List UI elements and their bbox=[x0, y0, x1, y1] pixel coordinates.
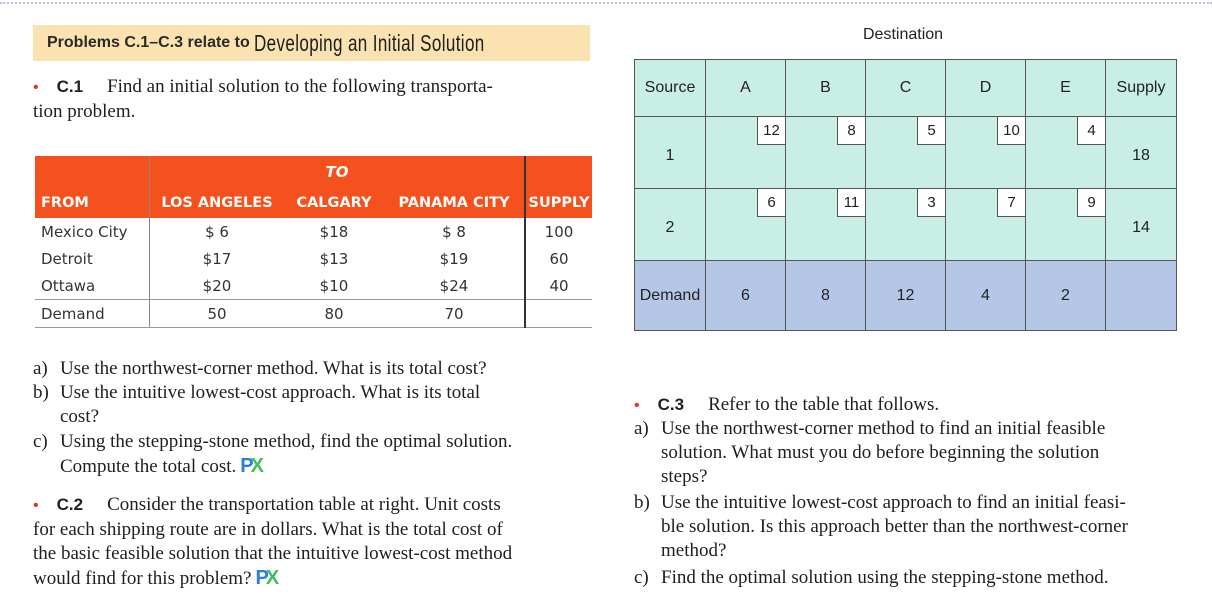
table-row bbox=[35, 272, 592, 300]
question-label: a) bbox=[634, 418, 649, 439]
question-a bbox=[634, 417, 1204, 489]
cell: 40 bbox=[525, 272, 592, 300]
dest-header-a: A bbox=[706, 60, 786, 117]
unit-cost: 9 bbox=[1077, 189, 1105, 217]
route-cell bbox=[1026, 189, 1106, 261]
banner-prefix: Problems C.1–C.3 relate to bbox=[47, 34, 250, 51]
row-label: Demand bbox=[35, 300, 150, 328]
table-row bbox=[35, 218, 592, 245]
source-label: 1 bbox=[635, 117, 706, 189]
row-label: Ottawa bbox=[35, 272, 150, 300]
source-label: 2 bbox=[635, 189, 706, 261]
cell: 70 bbox=[384, 300, 525, 328]
question-text: ble solution. Is this approach better than the northwest-corner bbox=[661, 516, 1128, 537]
demand-cell: 8 bbox=[786, 261, 866, 331]
demand-cell: 2 bbox=[1026, 261, 1106, 331]
problem-text-line2: for each shipping route are in dollars. What is the total cost of bbox=[33, 519, 503, 540]
col-los-angeles: LOS ANGELES bbox=[150, 188, 285, 218]
bullet-icon: • bbox=[33, 497, 39, 514]
question-label: c) bbox=[33, 431, 48, 452]
route-cell bbox=[786, 117, 866, 189]
cell: 60 bbox=[525, 245, 592, 272]
problem-c1 bbox=[33, 75, 603, 124]
dest-header-b: B bbox=[786, 60, 866, 117]
question-text: Find the optimal solution using the stepping-stone method. bbox=[661, 567, 1109, 588]
problem-text-line2: tion problem. bbox=[33, 101, 136, 122]
cell: $19 bbox=[439, 249, 469, 268]
demand-total-cell bbox=[1106, 261, 1177, 331]
question-label: a) bbox=[33, 358, 48, 379]
problem-number: C.2 bbox=[56, 495, 84, 514]
supply-cell: 18 bbox=[1106, 117, 1177, 189]
supply-header: Supply bbox=[1106, 60, 1177, 117]
route-cell bbox=[706, 189, 786, 261]
question-c bbox=[33, 430, 603, 479]
problem-number: C.1 bbox=[56, 77, 84, 96]
unit-cost: 8 bbox=[837, 117, 865, 145]
question-b bbox=[33, 381, 603, 429]
question-b bbox=[634, 491, 1204, 563]
unit-cost: 6 bbox=[757, 189, 785, 217]
source-row-1 bbox=[635, 117, 1177, 189]
route-cell bbox=[866, 189, 946, 261]
px-icon: PX bbox=[255, 567, 277, 589]
cell: $20 bbox=[202, 276, 232, 295]
question-text: steps? bbox=[661, 466, 708, 487]
route-cell bbox=[946, 117, 1026, 189]
demand-row bbox=[635, 261, 1177, 331]
demand-cell: 6 bbox=[706, 261, 786, 331]
px-icon: PX bbox=[240, 455, 261, 477]
demand-cell: 12 bbox=[866, 261, 946, 331]
route-cell bbox=[1026, 117, 1106, 189]
demand-cell: 4 bbox=[946, 261, 1026, 331]
route-cell bbox=[946, 189, 1026, 261]
question-text: cost? bbox=[60, 406, 100, 427]
col-panama-city: PANAMA CITY bbox=[384, 188, 525, 218]
cell: $ 8 bbox=[442, 222, 466, 241]
cell: $ 6 bbox=[205, 222, 229, 241]
cell bbox=[525, 300, 592, 328]
problem-c2 bbox=[33, 493, 608, 591]
cell: $18 bbox=[319, 222, 349, 241]
dest-header-c: C bbox=[866, 60, 946, 117]
question-label: c) bbox=[634, 567, 649, 588]
cell: 50 bbox=[150, 300, 285, 328]
problem-text-line1: Refer to the table that follows. bbox=[708, 394, 940, 415]
question-text: solution. What must you do before beginning the solution bbox=[661, 442, 1100, 463]
question-text: Using the stepping-stone method, find the optimal solution. bbox=[60, 431, 513, 452]
question-text: Use the northwest-corner method to find an initial feasible bbox=[661, 418, 1106, 439]
unit-cost: 5 bbox=[917, 117, 945, 145]
unit-cost: 4 bbox=[1077, 117, 1105, 145]
route-cell bbox=[706, 117, 786, 189]
col-from: FROM bbox=[35, 188, 150, 218]
source-header: Source bbox=[635, 60, 706, 117]
dest-header-e: E bbox=[1026, 60, 1106, 117]
cell: $10 bbox=[319, 276, 349, 295]
problem-c3 bbox=[634, 393, 1204, 418]
to-header: TO bbox=[150, 156, 526, 188]
transportation-table-c1 bbox=[35, 156, 592, 328]
bullet-icon: • bbox=[33, 79, 39, 96]
table-row bbox=[35, 245, 592, 272]
problem-text-line1: Find an initial solution to the following transporta- bbox=[107, 76, 493, 97]
col-calgary: CALGARY bbox=[284, 188, 384, 218]
bullet-icon: • bbox=[634, 397, 640, 414]
question-label: b) bbox=[634, 492, 650, 513]
problem-number: C.3 bbox=[657, 395, 685, 414]
unit-cost: 10 bbox=[997, 117, 1025, 145]
supply-cell: 14 bbox=[1106, 189, 1177, 261]
cell: $17 bbox=[202, 249, 232, 268]
row-label: Detroit bbox=[35, 245, 150, 272]
source-row-2 bbox=[635, 189, 1177, 261]
demand-label: Demand bbox=[635, 261, 706, 331]
transportation-grid-c2 bbox=[634, 59, 1177, 331]
cell: $24 bbox=[439, 276, 469, 295]
destination-label: Destination bbox=[863, 26, 944, 43]
question-c bbox=[634, 566, 1204, 590]
unit-cost: 7 bbox=[997, 189, 1025, 217]
route-cell bbox=[866, 117, 946, 189]
col-supply: SUPPLY bbox=[525, 188, 592, 218]
cell: 100 bbox=[525, 218, 592, 245]
section-banner bbox=[33, 25, 590, 61]
problem-text-line1: Consider the transportation table at right. Unit costs bbox=[107, 494, 501, 515]
problem-text-line4: would find for this problem? bbox=[33, 568, 252, 589]
question-text: Use the intuitive lowest-cost approach. What is its total bbox=[60, 382, 481, 403]
cell: $13 bbox=[319, 249, 349, 268]
cell: 80 bbox=[284, 300, 384, 328]
row-label: Mexico City bbox=[35, 218, 150, 245]
top-dotted-rule bbox=[0, 2, 1212, 4]
question-text: Use the northwest-corner method. What is its total cost? bbox=[60, 358, 487, 379]
question-a bbox=[33, 357, 603, 381]
question-text: Use the intuitive lowest-cost approach to find an initial feasi- bbox=[661, 492, 1126, 513]
question-text: method? bbox=[661, 540, 727, 561]
banner-title: Developing an Initial Solution bbox=[253, 29, 485, 56]
question-text: Compute the total cost. bbox=[60, 456, 237, 477]
unit-cost: 11 bbox=[837, 189, 865, 217]
unit-cost: 12 bbox=[757, 117, 785, 145]
question-label: b) bbox=[33, 382, 49, 403]
dest-header-d: D bbox=[946, 60, 1026, 117]
route-cell bbox=[786, 189, 866, 261]
demand-row bbox=[35, 300, 592, 328]
problem-text-line3: the basic feasible solution that the intuitive lowest-cost method bbox=[33, 543, 513, 564]
unit-cost: 3 bbox=[917, 189, 945, 217]
